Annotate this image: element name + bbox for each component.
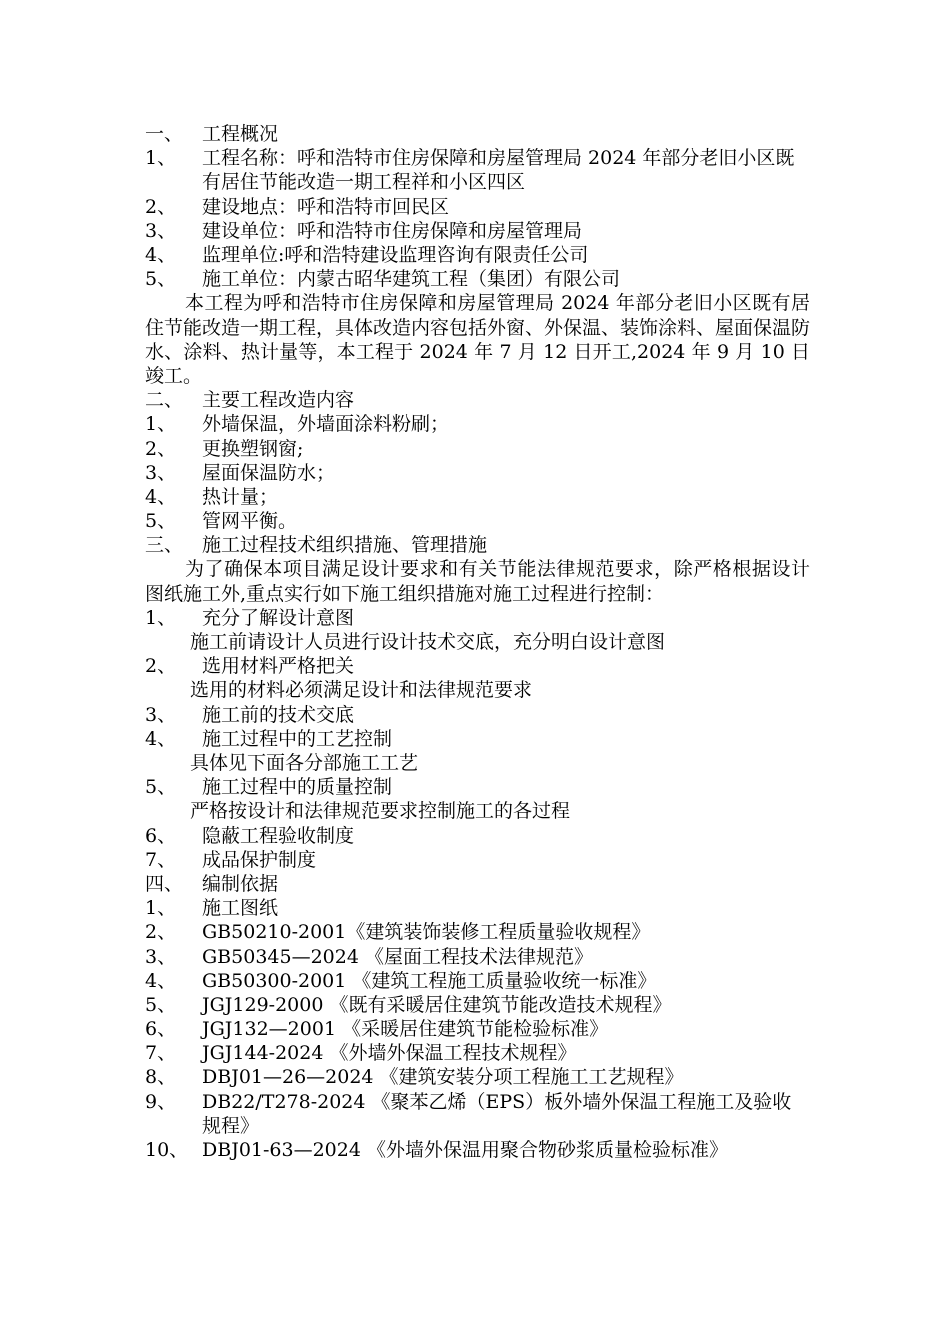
item-number: 2、 <box>145 655 177 678</box>
list-item <box>145 1138 810 1162</box>
section-number: 三、 <box>145 534 184 557</box>
item-detail: 施工前请设计人员进行设计技术交底，充分明白设计意图 <box>190 631 666 654</box>
item-number: 9、 <box>145 1090 177 1113</box>
item-number: 7、 <box>145 848 177 871</box>
item-number: 2、 <box>145 195 177 218</box>
item-number: 8、 <box>145 1066 177 1089</box>
list-item <box>145 824 810 848</box>
list-item <box>145 896 810 920</box>
list-item <box>145 848 810 872</box>
item-number: 3、 <box>145 703 177 726</box>
section-number: 二、 <box>145 389 184 412</box>
list-item <box>145 219 810 243</box>
list-item <box>145 461 810 485</box>
item-number: 4、 <box>145 243 177 266</box>
item-detail: 严格按设计和法律规范要求控制施工的各过程 <box>190 800 571 823</box>
section-heading-4 <box>145 872 810 896</box>
item-number: 4、 <box>145 727 177 750</box>
item-number: 5、 <box>145 268 177 291</box>
item-text: DB22/T278-2024 《聚苯乙烯（EPS）板外墙外保温工程施工及验收规程》 <box>202 1090 792 1137</box>
item-text: GB50210-2001《建筑装饰装修工程质量验收规程》 <box>202 921 651 944</box>
item-text: 施工前的技术交底 <box>202 703 355 726</box>
list-item <box>145 727 810 751</box>
item-text: DBJ01—26—2024 《建筑安装分项工程施工工艺规程》 <box>202 1066 684 1089</box>
item-number: 6、 <box>145 824 177 847</box>
item-text: 屋面保温防水； <box>202 461 336 484</box>
section-number: 四、 <box>145 872 184 895</box>
project-description-paragraph: 本工程为呼和浩特市住房保障和房屋管理局 2024 年部分老旧小区既有居住节能改造一期工程，具体改造内容包括外窗、外保温、装饰涂料、屋面保温防水、涂料、热计量等，本工程于 2024 年 7 月 12 日开工,2024 年 9 月 10 日竣工。 <box>145 292 811 387</box>
list-item <box>145 509 810 533</box>
item-text: JGJ129-2000 《既有采暖居住建筑节能改造技术规程》 <box>202 993 672 1016</box>
list-item <box>145 1090 810 1138</box>
item-text: 管网平衡。 <box>202 510 298 533</box>
list-item <box>145 920 810 944</box>
list-item <box>145 775 810 799</box>
list-item <box>145 243 810 267</box>
item-number: 2、 <box>145 921 177 944</box>
item-number: 7、 <box>145 1042 177 1065</box>
item-number: 5、 <box>145 993 177 1016</box>
section-heading-1 <box>145 122 810 146</box>
item-text: 施工图纸 <box>202 897 279 920</box>
list-item <box>145 146 810 194</box>
item-detail: 具体见下面各分部施工工艺 <box>190 752 419 774</box>
list-item <box>145 1041 810 1065</box>
item-text: JGJ132—2001 《采暖居住建筑节能检验标准》 <box>202 1018 609 1041</box>
section-title: 工程概况 <box>202 123 279 145</box>
list-item <box>145 412 810 436</box>
section-title: 施工过程技术组织措施、管理措施 <box>202 534 488 557</box>
document-body <box>145 122 810 1162</box>
item-number: 1、 <box>145 606 177 629</box>
list-item <box>145 703 810 727</box>
item-number: 1、 <box>145 147 177 170</box>
item-text: 施工过程中的质量控制 <box>202 776 393 799</box>
item-number: 3、 <box>145 219 177 242</box>
item-number: 3、 <box>145 945 177 968</box>
item-number: 2、 <box>145 437 177 460</box>
item-text: 施工单位：内蒙古昭华建筑工程（集团）有限公司 <box>202 268 621 291</box>
item-text: JGJ144-2024 《外墙外保温工程技术规程》 <box>202 1042 577 1065</box>
list-item <box>145 195 810 219</box>
item-text: 充分了解设计意图 <box>202 606 355 629</box>
item-text: GB50345—2024 《屋面工程技术法律规范》 <box>202 945 593 968</box>
list-item <box>145 485 810 509</box>
item-text: 成品保护制度 <box>202 848 317 871</box>
item-number: 1、 <box>145 413 177 436</box>
list-item <box>145 1017 810 1041</box>
item-number: 1、 <box>145 897 177 920</box>
list-item <box>145 945 810 969</box>
item-text: 工程名称：呼和浩特市住房保障和房屋管理局 2024 年部分老旧小区既有居住节能改造一期工程祥和小区四区 <box>202 147 795 194</box>
item-text: DBJ01-63—2024 《外墙外保温用聚合物砂浆质量检验标准》 <box>202 1139 728 1162</box>
item-text: 选用材料严格把关 <box>202 655 355 678</box>
item-text: 隐蔽工程验收制度 <box>202 824 355 847</box>
list-item <box>145 437 810 461</box>
item-number: 10、 <box>145 1139 189 1162</box>
item-text: 建设单位：呼和浩特市住房保障和房屋管理局 <box>202 219 583 242</box>
section-heading-3 <box>145 533 810 557</box>
item-text: 热计量； <box>202 485 279 508</box>
list-item <box>145 267 810 291</box>
list-item <box>145 993 810 1017</box>
item-detail: 选用的材料必须满足设计和法律规范要求 <box>190 679 533 702</box>
item-number: 3、 <box>145 461 177 484</box>
item-number: 5、 <box>145 776 177 799</box>
item-number: 4、 <box>145 485 177 508</box>
list-item <box>145 654 810 678</box>
list-item <box>145 1065 810 1089</box>
item-number: 6、 <box>145 1018 177 1041</box>
item-number: 4、 <box>145 969 177 992</box>
section-title: 编制依据 <box>202 872 279 895</box>
section-heading-2 <box>145 388 810 412</box>
item-text: 更换塑钢窗; <box>202 437 304 460</box>
item-number: 5、 <box>145 510 177 533</box>
item-text: 建设地点：呼和浩特市回民区 <box>202 195 450 218</box>
item-text: 外墙保温，外墙面涂料粉刷； <box>202 413 450 436</box>
list-item <box>145 969 810 993</box>
list-item <box>145 606 810 630</box>
item-text: 监理单位:呼和浩特建设监理咨询有限责任公司 <box>202 243 589 266</box>
section-title: 主要工程改造内容 <box>202 389 355 412</box>
item-text: GB50300-2001 《建筑工程施工质量验收统一标准》 <box>202 969 657 992</box>
measures-intro-paragraph: 为了确保本项目满足设计要求和有关节能法律规范要求，除严格根据设计图纸施工外,重点实行如下施工组织措施对施工过程进行控制： <box>145 558 810 605</box>
section-number: 一、 <box>145 123 184 145</box>
item-text: 施工过程中的工艺控制 <box>202 727 393 750</box>
